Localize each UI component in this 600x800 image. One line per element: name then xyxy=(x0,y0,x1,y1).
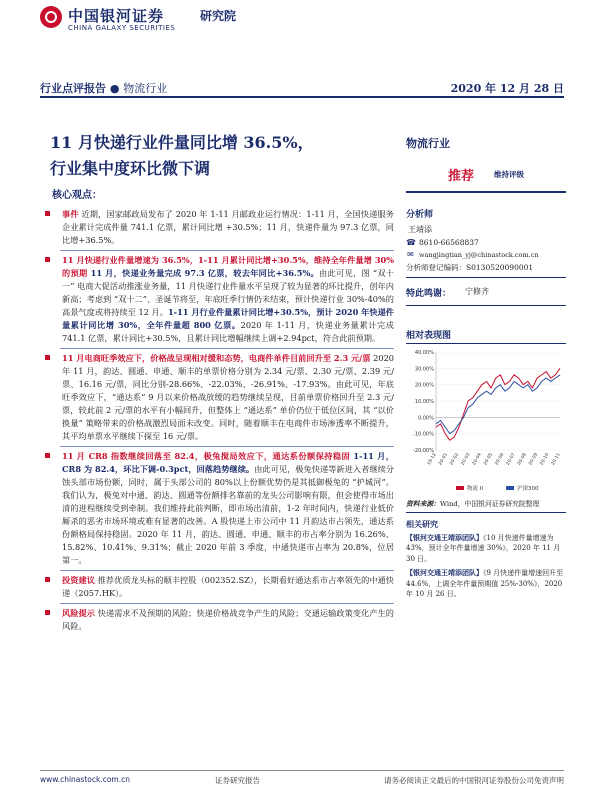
acknowledgement-row xyxy=(406,286,566,306)
analyst-block xyxy=(406,207,566,306)
event-text: 近期，国家邮政局发布了 2020 年 1-11 月邮政业运行情况：1-11 月，全国快递服务企业累计完成件量 741.1 亿票，累计同比增 +30.5%；11 月，快递件量为 97.3 亿票，同比增+36.5%。 xyxy=(62,209,394,245)
divider xyxy=(60,250,394,251)
volume-headline: 11 月快递行业件量增速为 36.5%，1-11 月累计同比增+30.5%，维持全年件量增 30%的预期 xyxy=(62,255,394,278)
report-industry: 物流行业 xyxy=(123,82,168,95)
analyst-name: 王靖添 xyxy=(408,225,432,234)
footer-disclaimer: 请务必阅读正文最后的中国银河证券股份公司免责声明 xyxy=(384,776,564,785)
x-tick-label: 20-01 xyxy=(438,452,450,467)
y-tick-label: -10.00% xyxy=(413,431,434,438)
x-tick-label: 20-09 xyxy=(528,452,540,467)
investment-text: 推荐优质龙头标的顺丰控股（002352.SZ），长期看好通达系市占率领先的中通快递（2057.HK）。 xyxy=(62,575,394,598)
bullet-icon xyxy=(45,355,50,360)
x-tick-label: 20-10 xyxy=(539,452,551,467)
price-headline: 11 月电商旺季效应下，价格战呈现相对缓和态势，电商件单件目前回升至 2.3 元/票 xyxy=(62,353,371,363)
rating-row xyxy=(406,165,566,193)
galaxy-logo-icon xyxy=(40,6,62,28)
x-tick-label: 20-04 xyxy=(471,452,483,467)
chart-source-label: 资料来源： xyxy=(406,500,440,508)
paragraph-investment xyxy=(40,574,394,600)
bullet-icon xyxy=(45,453,50,458)
event-tag: 事件 xyxy=(62,209,79,219)
chart-source xyxy=(406,498,566,513)
related-2-text: 《9 月快递件量增速回升至 44.6%，上调全年件量预期值 25%-30%》，2020 年 10 月 26 日。 xyxy=(406,569,564,598)
legend-label-1: 物流 II xyxy=(467,486,483,492)
footer-website[interactable]: www.chinastock.com.cn xyxy=(40,775,130,784)
separator-dot: ● xyxy=(109,82,120,95)
analyst-phone: 8610-66568837 xyxy=(419,238,479,247)
main-content xyxy=(40,208,394,633)
brand-subtitle: 研究院 xyxy=(200,9,237,23)
bullet-icon xyxy=(45,257,50,262)
x-tick-label: 20-02 xyxy=(449,452,461,467)
divider xyxy=(60,603,394,604)
title-line-2: 行业集中度环比微下调 xyxy=(50,159,211,178)
x-tick-label: 20-07 xyxy=(505,452,517,467)
volume-bold-2: 1-11 月行业件量累计同比增+30.5%，预计 2020 年快递件量累计同比增 30%，全年件量超 800 亿票。 xyxy=(62,307,394,330)
analyst-registration: 分析师登记编码：S0130520090001 xyxy=(406,262,566,278)
divider xyxy=(60,570,394,571)
divider xyxy=(60,348,394,349)
brand-name-en: CHINA GALAXY SECURITIES xyxy=(68,24,176,32)
footer-report-label: 证券研究报告 xyxy=(215,776,260,785)
concentration-headline: 11 月 CR8 指数继续回落至 82.4，极兔搅局效应下，通达系份额保持稳固 xyxy=(62,451,351,461)
acknowledgement-name: 宁修齐 xyxy=(465,287,490,296)
legend-swatch-2 xyxy=(506,486,514,490)
y-tick-label: 40.00% xyxy=(414,350,434,356)
title-line-1: 11 月快递行业件量同比增 36.5%， xyxy=(50,133,314,152)
analyst-email-row xyxy=(406,250,566,259)
paragraph-concentration xyxy=(40,450,394,567)
x-tick-label: 20-03 xyxy=(460,452,472,467)
paragraph-event xyxy=(40,208,394,247)
related-2-label: 【银河交通王靖添团队】 xyxy=(406,568,483,577)
email-icon: ✉ xyxy=(407,250,414,259)
report-type-label: 行业点评报告 xyxy=(40,82,106,95)
concentration-bold: 1-11 月，CR8 为 82.4，环比下调-0.3pct，回落趋势继续。 xyxy=(62,451,394,474)
x-tick-label: 20-11 xyxy=(550,452,562,467)
report-type xyxy=(40,80,167,96)
risk-tag: 风险提示 xyxy=(62,608,95,618)
analyst-heading: 分析师 xyxy=(406,210,434,220)
chart-source-text: Wind，中国银河证券研究院整理 xyxy=(439,500,540,508)
relative-performance-chart xyxy=(406,346,566,496)
y-tick-label: 0.00% xyxy=(418,415,434,422)
x-tick-label: 20-05 xyxy=(483,452,495,467)
analyst-phone-row xyxy=(406,238,566,247)
related-heading: 相关研究 xyxy=(406,519,438,529)
y-tick-label: 20.00% xyxy=(414,382,434,389)
legend-label-2: 沪深300 xyxy=(517,486,539,492)
related-item-1[interactable] xyxy=(406,533,566,565)
related-item-2[interactable] xyxy=(406,568,566,600)
x-tick-label: 19-12 xyxy=(426,452,438,467)
core-views-label: 核心观点： xyxy=(52,190,102,201)
page-title xyxy=(50,130,390,182)
related-research xyxy=(406,519,566,600)
volume-text-2: 2020 年 1-11 月，快递业务量累计完成 741.1 亿票，累计同比+30.5%，且累计同比增幅继续上调+2.94pct，符合此前预期。 xyxy=(62,320,394,343)
y-tick-label: 30.00% xyxy=(414,366,434,373)
x-tick-label: 20-06 xyxy=(494,452,506,467)
paragraph-volume xyxy=(40,254,394,345)
volume-bold-1: 11 月，快递业务量完成 97.3 亿票，较去年同比+36.5%。 xyxy=(87,268,320,278)
chart-heading: 相对表现图 xyxy=(406,328,566,344)
phone-icon: ☎ xyxy=(406,238,416,247)
page-footer xyxy=(40,770,564,790)
risk-text: 快递需求不及预期的风险；快递价格战竞争产生的风险；交通运输政策变化产生的风险。 xyxy=(62,608,394,631)
report-date: 2020 年 12 月 28 日 xyxy=(450,82,564,95)
rating-sub: 维持评级 xyxy=(494,170,524,179)
volume-text-1: 由此可见，图 “双十一” 电商大促活动推涨业务量，11 月快递行业件量水平呈现了较为显著的环比提升，创年内新高；考虑到 “双十二”、圣诞节将至，年底旺季行情仍未结束，预计快递行业 30%-40%的高景气度或将持续至 12 月。 xyxy=(62,268,394,317)
divider xyxy=(60,446,394,447)
x-tick-label: 20-08 xyxy=(517,452,528,467)
paragraph-risk xyxy=(40,607,394,633)
related-1-text: 《10 月快递件量增速为 43%，预计全年件量增速 30%》，2020 年 11 月 30 日。 xyxy=(406,533,561,563)
y-tick-label: -20.00% xyxy=(413,448,434,454)
related-1-label: 【银河交通王靖添团队】 xyxy=(406,532,483,542)
bullet-icon xyxy=(45,577,50,582)
investment-tag: 投资建议 xyxy=(62,575,95,585)
price-text: 2020 年 11 月，韵达、圆通、申通、顺丰的单票价格分别为 2.34 元/票、2.30 元/票、2.39 元/票、16.16 元/票，同比分别-28.66%、-22.03%、-26.91%、-17.93%。由此可见，年底旺季效应下，“通达系” 9 月以来价格战放缓的趋势继续呈现，目前单票价格回升至 2.3 元/票，较此前 2 元/票的水平有小幅回升，但整体上 “通达系” 单价仍位于低位区间，其 “以价换量” 策略带来的价格战激烈局面未改变。同时，随着顺丰在电商件市场渗透率不断提升，其平均单票水平继续下探至 16 元/票。 xyxy=(62,353,394,441)
sidebar-industry: 物流行业 xyxy=(406,137,450,150)
bullet-icon xyxy=(45,211,50,216)
analyst-email[interactable]: wangjingtian_yj@chinastock.com.cn xyxy=(419,250,539,259)
sidebar xyxy=(406,135,566,604)
report-header xyxy=(0,0,600,78)
brand-name-cn: 中国银河证券 xyxy=(68,7,165,25)
series-line-2 xyxy=(436,375,560,434)
rating-value: 推荐 xyxy=(448,169,475,184)
concentration-text: 由此可见，极兔快递等新进入者继续分蚀头部市场份额，同时，属于头部公司的 80%以上份额优势仍是其抵御极兔的 “护城河”。我们认为，极兔对中通、韵达、圆通等份额排名靠前的龙头公司影响有限，但会使得市场出清的进程继续受到牵制。我们维持此前判断，即市场出清前，1-2 年时间内，快递行业低价厮杀的恶劣市场环境或难有显著的改善。A 股快递上市公司中 11 月韵达市占领先，通达系份额格局保持稳固。2020 年 11 月，韵达、圆通、申通、顺丰的市占率分别为 16.26%、15.82%、10.41%、9.31%；截止 2020 年前 3 季度，中通快递市占率为 20.8%，位居第一。 xyxy=(62,464,394,565)
acknowledgement-label: 特此鸣谢： xyxy=(406,289,452,299)
bullet-icon xyxy=(45,610,50,615)
y-tick-label: 10.00% xyxy=(414,399,434,405)
legend-swatch-1 xyxy=(456,486,464,490)
paragraph-price xyxy=(40,352,394,443)
report-topbar xyxy=(40,78,564,98)
